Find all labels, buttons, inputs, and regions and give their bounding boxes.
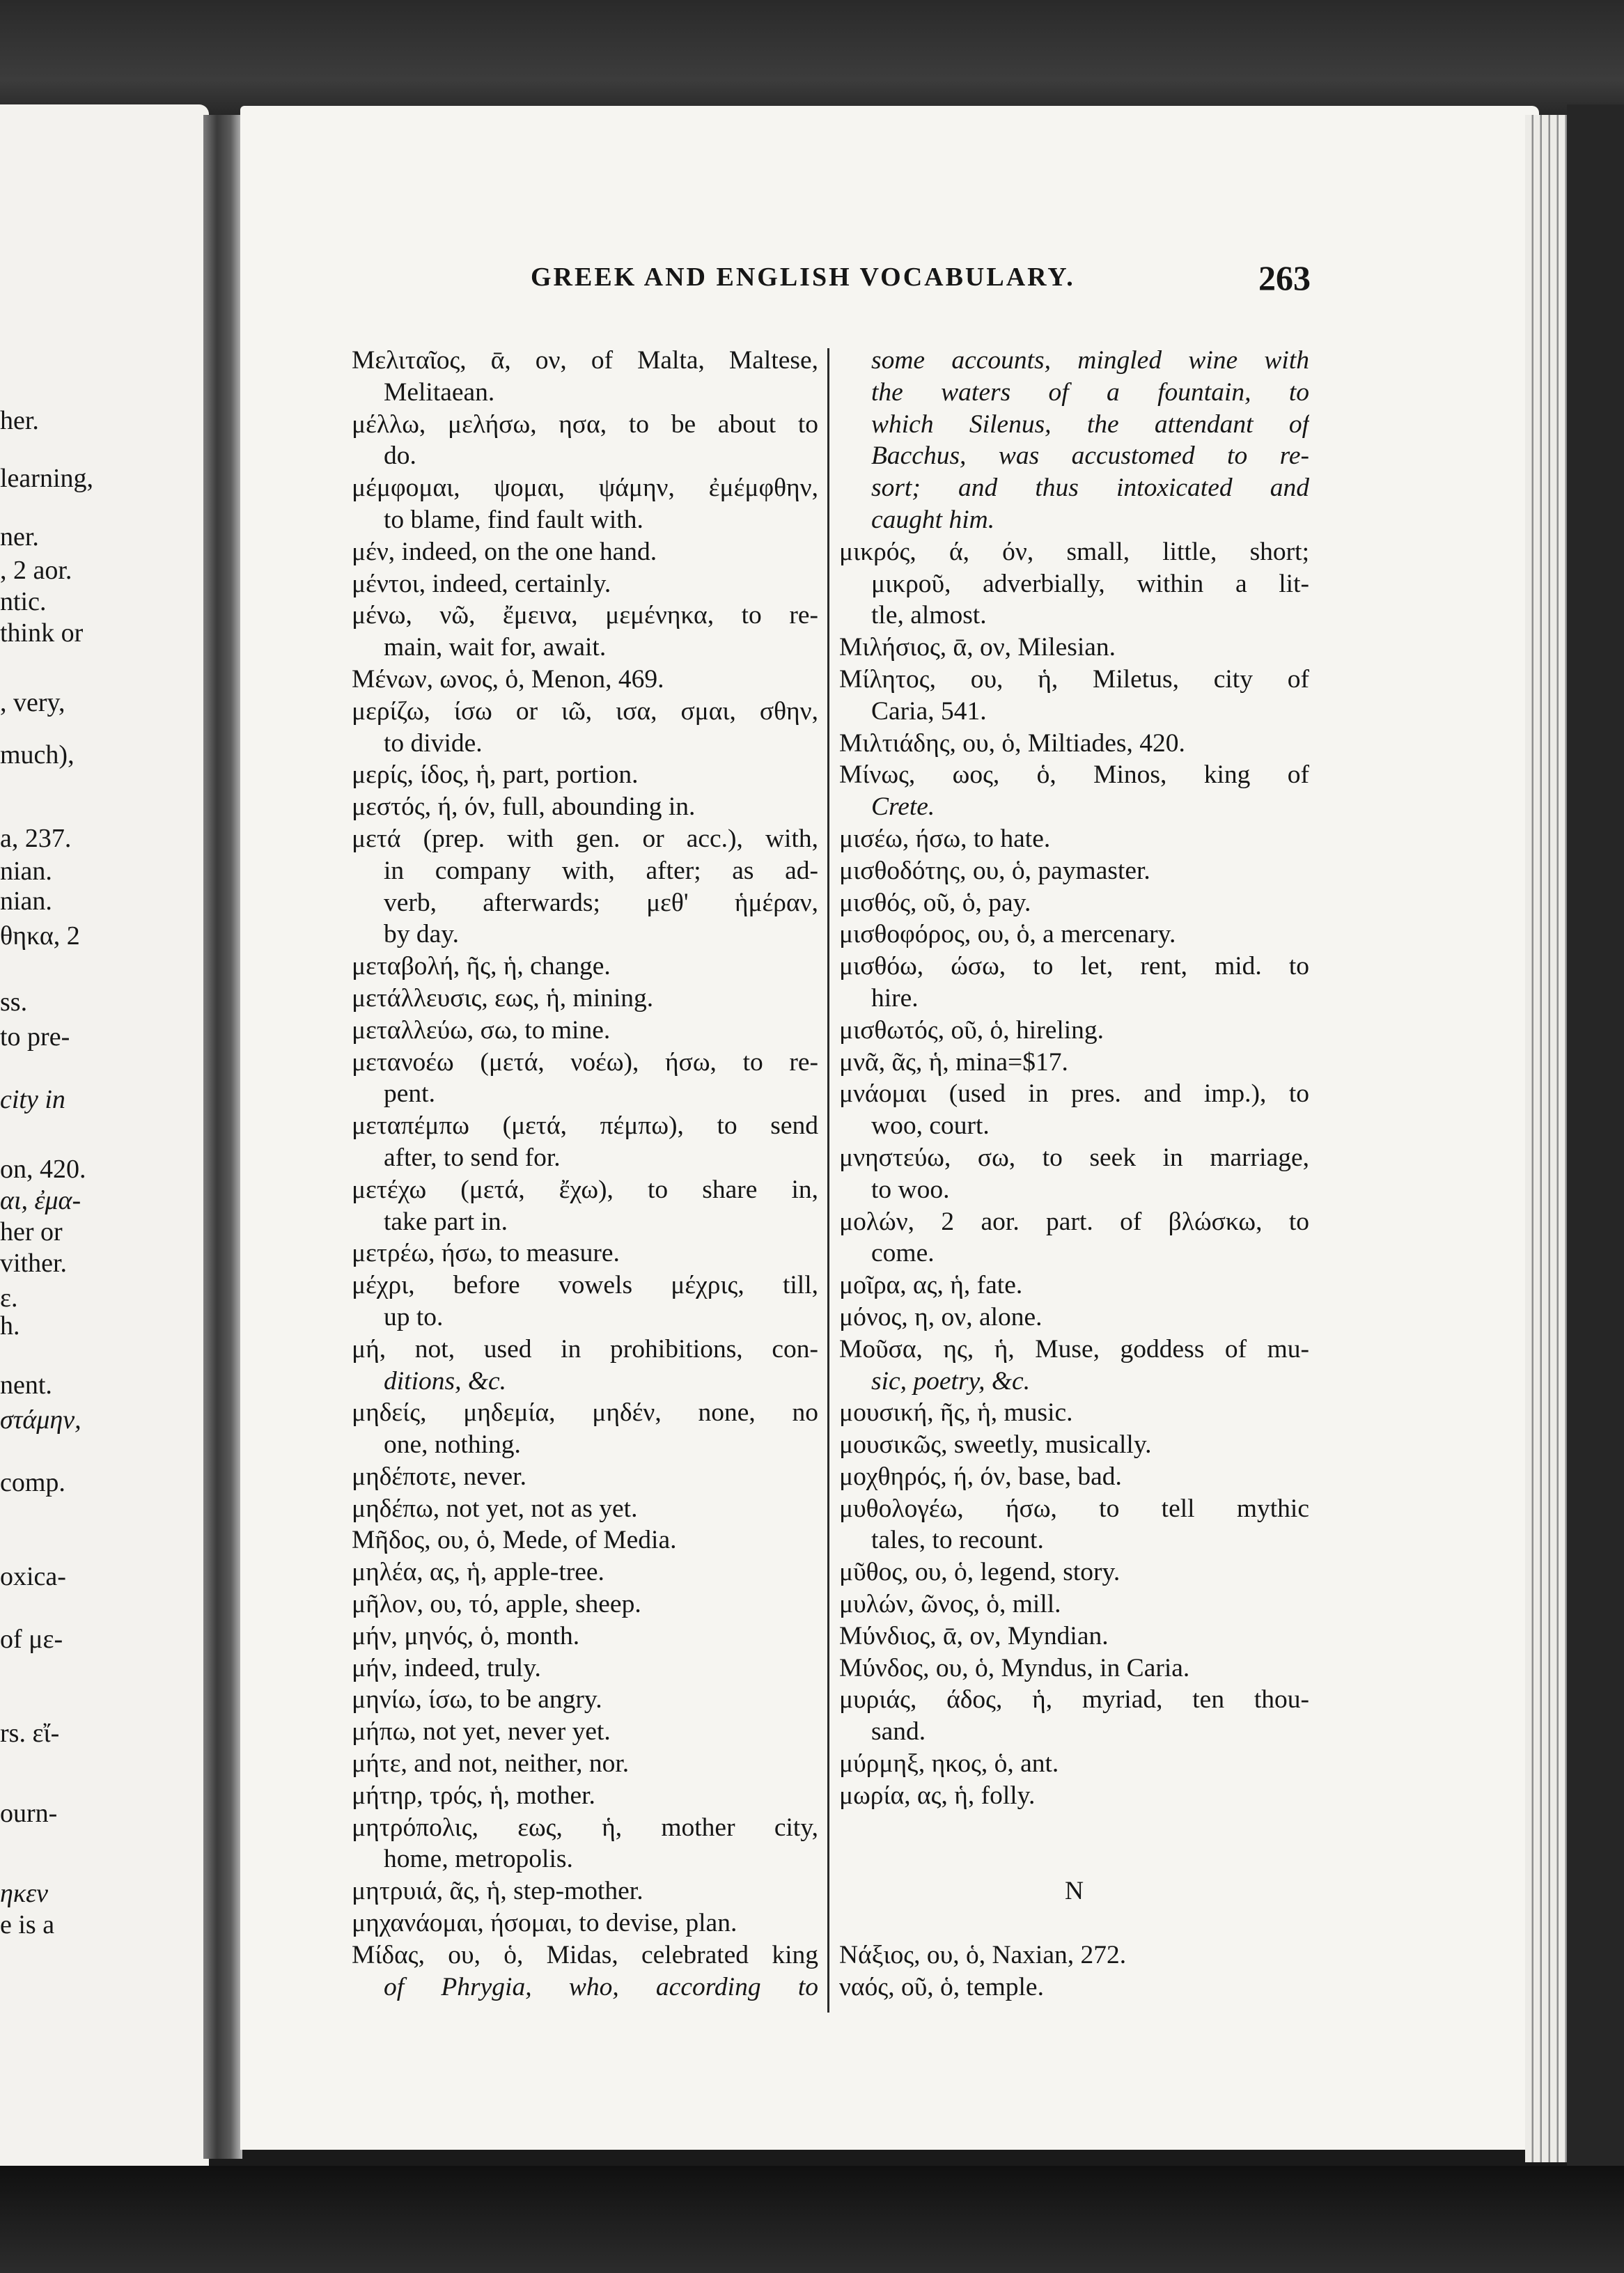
vocabulary-entry: μερίζω, ίσω or ιῶ, ισα, σμαι, σθην, (352, 696, 818, 726)
vocabulary-entry: μνάομαι (used in pres. and imp.), to (839, 1079, 1309, 1109)
page-title: GREEK AND ENGLISH VOCABULARY. (531, 263, 1075, 292)
vocabulary-entry: μοῖρα, ας, ἡ, fate. (839, 1271, 1023, 1300)
entry-continuation: sic, poetry, &c. (871, 1366, 1031, 1396)
vocabulary-entry: μισθοφόρος, ου, ὁ, a mercenary. (839, 920, 1176, 949)
vocabulary-entry: μετέχω (μετά, ἔχω), to share in, (352, 1175, 818, 1204)
left-page-fragment: on, 420. (0, 1155, 86, 1184)
section-letter: N (1064, 1877, 1084, 1906)
left-page-fragment: , very, (0, 688, 65, 717)
vocabulary-entry: μήτηρ, τρός, ἡ, mother. (352, 1781, 595, 1810)
left-page-fragment: city in (0, 1085, 65, 1114)
vocabulary-entry: μηδέπω, not yet, not as yet. (352, 1494, 638, 1523)
entry-continuation: after, to send for. (384, 1143, 561, 1172)
book-gutter (203, 115, 242, 2159)
vocabulary-entry: μένω, νῶ, ἔμεινα, μεμένηκα, to re- (352, 601, 818, 630)
vocabulary-entry: μετανοέω (μετά, νοέω), ήσω, to re- (352, 1047, 818, 1077)
vocabulary-entry: μουσική, ῆς, ἡ, music. (839, 1398, 1073, 1428)
vocabulary-entry: Μῆδος, ου, ὁ, Mede, of Media. (352, 1526, 677, 1555)
entry-continuation: the waters of a fountain, to (871, 377, 1309, 407)
vocabulary-entry: Μιλήσιος, ᾱ, ον, Milesian. (839, 633, 1116, 662)
entry-continuation: of Phrygia, who, according to (384, 1972, 818, 2001)
vocabulary-entry: μετάλλευσις, εως, ἡ, mining. (352, 983, 654, 1013)
left-page-fragment: ηκεν (0, 1879, 48, 1908)
entry-continuation: Bacchus, was accustomed to re- (871, 442, 1309, 471)
entry-continuation: to divide. (384, 728, 483, 758)
background-right (1567, 104, 1624, 2194)
left-page-fragment: e is a (0, 1910, 55, 1939)
vocabulary-entry: μηλέα, ας, ἡ, apple-tree. (352, 1558, 604, 1587)
vocabulary-entry: μήν, μηνός, ὁ, month. (352, 1621, 580, 1650)
entry-continuation: verb, afterwards; μεθ' ἡμέραν, (384, 888, 818, 917)
left-page-fragment: ntic. (0, 587, 47, 616)
left-page-fragment: , 2 aor. (0, 556, 72, 585)
entry-continuation: μικροῦ, adverbially, within a lit- (871, 569, 1309, 598)
left-page-fragment: learning, (0, 464, 94, 493)
entry-continuation: home, metropolis. (384, 1845, 573, 1874)
left-page-fragment: a, 237. (0, 824, 72, 853)
vocabulary-entry: μῦθος, ου, ὁ, legend, story. (839, 1558, 1121, 1587)
vocabulary-entry: μέλλω, μελήσω, ησα, to be about to (352, 409, 818, 439)
left-page-fragment: rs. εἴ- (0, 1719, 60, 1748)
vocabulary-entry: μεταβολή, ῆς, ἡ, change. (352, 952, 611, 981)
blank-line (839, 1812, 1309, 1844)
vocabulary-entry: Μίλητος, ου, ἡ, Miletus, city of (839, 664, 1309, 694)
entry-continuation: Caria, 541. (871, 696, 987, 726)
entry-continuation: woo, court. (871, 1111, 990, 1141)
left-page-fragment: h. (0, 1311, 20, 1341)
entry-continuation: tle, almost. (871, 601, 987, 630)
left-page-fragment: vither. (0, 1249, 68, 1278)
page-number: 263 (1258, 258, 1311, 297)
entry-continuation: sort; and thus intoxicated and (871, 474, 1309, 503)
vocabulary-entry: μικρός, ά, όν, small, little, short; (839, 537, 1309, 566)
vocabulary-entry: μήν, indeed, truly. (352, 1653, 541, 1682)
vocabulary-entry: μεταπέμπω (μετά, πέμπω), to send (352, 1111, 818, 1141)
vocabulary-entry: ναός, οῦ, ὁ, temple. (839, 1972, 1044, 2001)
vocabulary-entry: μήπω, not yet, never yet. (352, 1717, 611, 1747)
left-page-fragment: nian. (0, 857, 52, 886)
left-page-fragment: ε. (0, 1283, 18, 1313)
left-page-fragment: much), (0, 740, 75, 770)
background-bottom (0, 2166, 1624, 2273)
left-page-fragment: αι, ἐμα- (0, 1186, 81, 1215)
left-page-fragment: oxica- (0, 1562, 66, 1591)
left-page-fragment: nent. (0, 1370, 52, 1400)
blank-line (839, 1843, 1309, 1875)
vocabulary-entry: μουσικῶς, sweetly, musically. (839, 1430, 1152, 1460)
vocabulary-entry: Μοῦσα, ης, ἡ, Muse, goddess of mu- (839, 1334, 1309, 1364)
entry-continuation: up to. (384, 1302, 444, 1331)
entry-continuation: take part in. (384, 1207, 508, 1236)
entry-continuation: main, wait for, await. (384, 633, 607, 662)
vocabulary-entry: μέχρι, before vowels μέχρις, till, (352, 1271, 818, 1300)
vocabulary-entry: μηνίω, ίσω, to be angry. (352, 1685, 602, 1714)
vocabulary-entry: μυριάς, άδος, ἡ, myriad, ten thou- (839, 1685, 1309, 1714)
vocabulary-entry: Μύνδος, ου, ὁ, Myndus, in Caria. (839, 1653, 1190, 1682)
vocabulary-entry: μηδείς, μηδεμία, μηδέν, none, no (352, 1398, 818, 1428)
page-edges (1525, 115, 1567, 2162)
entry-continuation: some accounts, mingled wine with (871, 346, 1309, 375)
left-page-fragment: ss. (0, 987, 28, 1017)
vocabulary-entry: μετά (prep. with gen. or acc.), with, (352, 824, 818, 853)
running-head (531, 258, 1311, 299)
vocabulary-entry: μή, not, used in prohibitions, con- (352, 1334, 818, 1364)
vocabulary-entry: μυθολογέω, ήσω, to tell mythic (839, 1494, 1309, 1523)
vocabulary-column-right (839, 345, 1309, 2003)
entry-continuation: one, nothing. (384, 1430, 521, 1460)
entry-continuation: to woo. (871, 1175, 950, 1204)
entry-continuation: sand. (871, 1717, 926, 1747)
column-rule (827, 348, 829, 2013)
entry-continuation: to blame, find fault with. (384, 505, 643, 534)
left-page-fragment: of με- (0, 1625, 63, 1654)
vocabulary-entry: μολών, 2 aor. part. of βλώσκω, to (839, 1207, 1309, 1236)
entry-continuation: Crete. (871, 792, 935, 822)
left-page-fragment: nian. (0, 886, 52, 916)
vocabulary-entry: μέν, indeed, on the one hand. (352, 537, 657, 566)
left-page-fragment: ourn- (0, 1799, 58, 1828)
vocabulary-entry: μοχθηρός, ή, όν, base, bad. (839, 1462, 1122, 1491)
vocabulary-entry: Μελιταῖος, ᾱ, ον, of Malta, Maltese, (352, 346, 818, 375)
entry-continuation: come. (871, 1239, 935, 1268)
vocabulary-entry: μητρόπολις, εως, ἡ, mother city, (352, 1813, 818, 1842)
vocabulary-entry: μεταλλεύω, σω, to mine. (352, 1015, 611, 1045)
left-page-fragment: θηκα, 2 (0, 921, 80, 951)
vocabulary-entry: Μένων, ωνος, ὁ, Menon, 469. (352, 664, 664, 694)
entry-continuation: hire. (871, 983, 919, 1013)
entry-continuation: which Silenus, the attendant of (871, 409, 1309, 439)
left-page-fragment: στάμην, (0, 1405, 81, 1435)
vocabulary-entry: μνᾶ, ᾶς, ἡ, mina=$17. (839, 1047, 1068, 1077)
entry-continuation: by day. (384, 920, 459, 949)
entry-continuation: do. (384, 442, 416, 471)
vocabulary-entry: μῆλον, ου, τό, apple, sheep. (352, 1590, 641, 1619)
vocabulary-entry: μεστός, ή, όν, full, abounding in. (352, 792, 696, 822)
vocabulary-entry: μισθός, οῦ, ὁ, pay. (839, 888, 1031, 917)
left-page-fragment: ner. (0, 522, 39, 552)
vocabulary-entry: μισθόω, ώσω, to let, rent, mid. to (839, 952, 1309, 981)
vocabulary-entry: Μύνδιος, ᾱ, ον, Myndian. (839, 1621, 1109, 1650)
left-page-fragment: her or (0, 1217, 63, 1247)
left-page-fragment: comp. (0, 1468, 65, 1497)
vocabulary-entry: μισθοδότης, ου, ὁ, paymaster. (839, 856, 1150, 885)
vocabulary-entry: μύρμηξ, ηκος, ὁ, ant. (839, 1749, 1059, 1779)
vocabulary-entry: μηδέποτε, never. (352, 1462, 526, 1491)
vocabulary-entry: μήτε, and not, neither, nor. (352, 1749, 630, 1779)
vocabulary-entry: μητρυιά, ᾶς, ἡ, step-mother. (352, 1877, 643, 1906)
vocabulary-entry: Μίνως, ωος, ὁ, Minos, king of (839, 760, 1309, 790)
vocabulary-entry: μερίς, ίδος, ἡ, part, portion. (352, 760, 639, 790)
vocabulary-entry: μισέω, ήσω, to hate. (839, 824, 1051, 853)
left-page-fragment: her. (0, 406, 39, 435)
vocabulary-entry: μέμφομαι, ψομαι, ψάμην, ἐμέμφθην, (352, 474, 818, 503)
entry-continuation: Melitaean. (384, 377, 495, 407)
vocabulary-entry: μηχανάομαι, ήσομαι, to devise, plan. (352, 1909, 737, 1938)
vocabulary-entry: Μίδας, ου, ὁ, Midas, celebrated king (352, 1940, 818, 1969)
vocabulary-entry: μόνος, η, ον, alone. (839, 1302, 1043, 1331)
entry-continuation: tales, to recount. (871, 1526, 1044, 1555)
vocabulary-entry: Νάξιος, ου, ὁ, Naxian, 272. (839, 1940, 1127, 1969)
left-page-fragment: think or (0, 618, 84, 648)
vocabulary-entry: μισθωτός, οῦ, ὁ, hireling. (839, 1015, 1104, 1045)
vocabulary-entry: μέντοι, indeed, certainly. (352, 569, 611, 598)
blank-line (839, 1907, 1309, 1939)
left-page-fragment: to pre- (0, 1022, 70, 1052)
entry-continuation: ditions, &c. (384, 1366, 507, 1396)
vocabulary-entry: μετρέω, ήσω, to measure. (352, 1239, 620, 1268)
entry-continuation: in company with, after; as ad- (384, 856, 818, 885)
entry-continuation: caught him. (871, 505, 995, 534)
entry-continuation: pent. (384, 1079, 435, 1109)
vocabulary-entry: μωρία, ας, ἡ, folly. (839, 1781, 1036, 1810)
vocabulary-entry: μυλών, ῶνος, ὁ, mill. (839, 1590, 1061, 1619)
vocabulary-entry: Μιλτιάδης, ου, ὁ, Miltiades, 420. (839, 728, 1185, 758)
vocabulary-entry: μνηστεύω, σω, to seek in marriage, (839, 1143, 1309, 1172)
vocabulary-column-left (352, 345, 818, 2003)
left-page (0, 104, 209, 2166)
